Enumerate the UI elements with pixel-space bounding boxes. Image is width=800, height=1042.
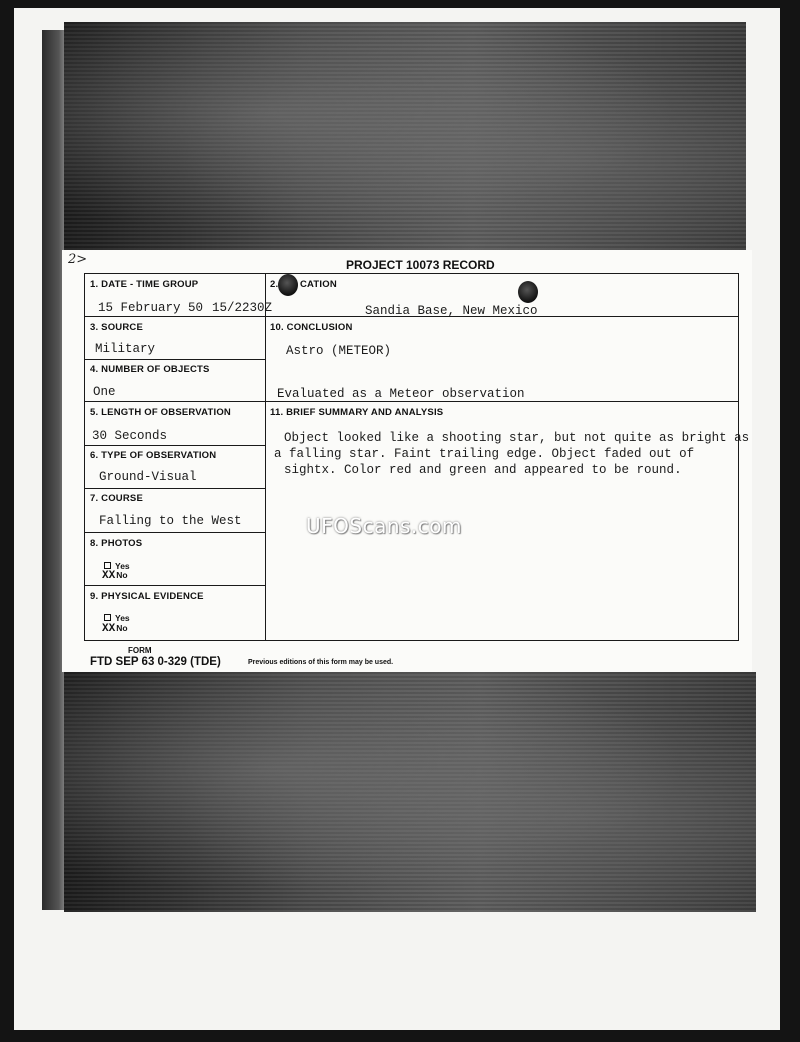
- handwritten-mark: 2>: [68, 252, 88, 267]
- photos-yes-option: Yes: [104, 561, 130, 571]
- grid-line-left-row5: [84, 488, 265, 489]
- grid-line-left-row2: [84, 359, 265, 360]
- summary-text: [272, 430, 748, 478]
- photos-no-mark: XX: [102, 570, 116, 582]
- summary-line: a falling star. Faint trailing edge. Object faded out of: [274, 447, 695, 461]
- form-title: PROJECT 10073 RECORD: [346, 258, 495, 272]
- grid-line-left-row7: [84, 585, 265, 586]
- watermark: UFOScans.com: [306, 514, 462, 538]
- date-value: 15 February 50: [98, 301, 204, 315]
- location-label: CATION: [300, 279, 337, 290]
- course-value: Falling to the West: [99, 514, 242, 528]
- grid-line-row3: [84, 401, 739, 402]
- photos-label: 8. PHOTOS: [90, 538, 143, 549]
- punch-hole-right: [518, 281, 538, 303]
- footer-form-word: FORM: [128, 646, 152, 655]
- scan-dark-area-bottom: [64, 672, 756, 912]
- grid-line-left-row4: [84, 445, 265, 446]
- physical-evidence-yes-option: Yes: [104, 613, 130, 623]
- location-label-number: 2.: [270, 279, 279, 290]
- summary-line: sightx. Color red and green and appeared to be round.: [284, 463, 682, 477]
- course-label: 7. COURSE: [90, 493, 144, 504]
- length-of-observation-value: 30 Seconds: [92, 429, 168, 443]
- date-time-label: 1. DATE - TIME GROUP: [90, 279, 199, 290]
- length-of-observation-label: 5. LENGTH OF OBSERVATION: [90, 407, 231, 418]
- footer-form-code: FTD SEP 63 0-329 (TDE): [90, 656, 221, 668]
- summary-line: Object looked like a shooting star, but not quite as bright as: [284, 431, 750, 445]
- physical-evidence-label: 9. PHYSICAL EVIDENCE: [90, 591, 204, 602]
- footer-note: Previous editions of this form may be used.: [248, 659, 394, 666]
- grid-divider-vertical: [265, 273, 266, 641]
- conclusion-evaluation: Evaluated as a Meteor observation: [277, 387, 525, 401]
- physical-evidence-no-mark: XX: [102, 623, 116, 635]
- checkbox-empty-icon: [104, 562, 111, 569]
- number-of-objects-value: One: [93, 385, 116, 399]
- location-value: Sandia Base, New Mexico: [365, 304, 538, 318]
- punch-hole-left: [278, 274, 298, 296]
- conclusion-value: Astro (METEOR): [286, 344, 392, 358]
- physical-evidence-no-option: XXNo: [102, 623, 128, 635]
- scan-dark-area-top: [64, 22, 746, 250]
- type-of-observation-label: 6. TYPE OF OBSERVATION: [90, 450, 217, 461]
- time-value: 15/2230Z: [212, 301, 273, 315]
- number-of-objects-label: 4. NUMBER OF OBJECTS: [90, 364, 210, 375]
- checkbox-empty-icon: [104, 614, 111, 621]
- grid-line-left-row6: [84, 532, 265, 533]
- source-value: Military: [95, 342, 156, 356]
- photos-no-option: XXNo: [102, 570, 128, 582]
- summary-label: 11. BRIEF SUMMARY AND ANALYSIS: [270, 407, 444, 418]
- conclusion-label: 10. CONCLUSION: [270, 322, 353, 333]
- source-label: 3. SOURCE: [90, 322, 144, 333]
- type-of-observation-value: Ground-Visual: [99, 470, 197, 484]
